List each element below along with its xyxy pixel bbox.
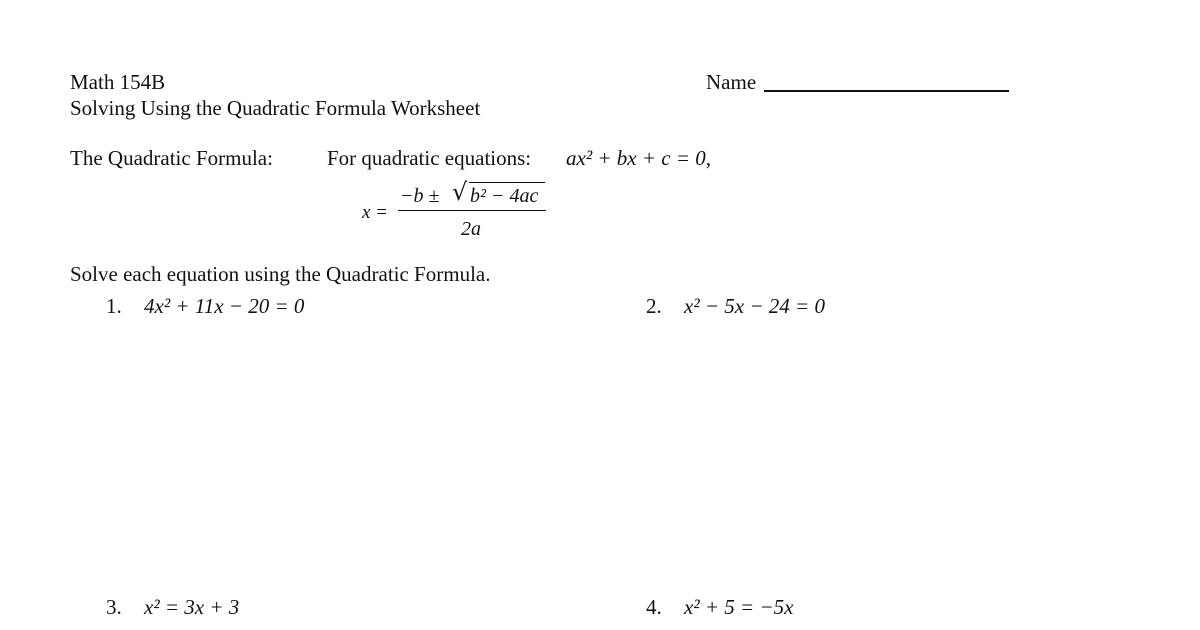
problem-number: 2. [646, 294, 662, 318]
square-root-icon: √ [452, 178, 468, 206]
general-equation: ax² + bx + c = 0, [566, 146, 712, 170]
problem-4 [646, 597, 793, 618]
fraction-bar [398, 210, 546, 211]
problem-equation: 4x² + 11x − 20 = 0 [144, 294, 305, 318]
instructions: Solve each equation using the Quadratic Formula. [70, 262, 491, 286]
formula-lhs: x = [362, 202, 389, 223]
formula-intro: For quadratic equations: [327, 146, 532, 170]
problem-equation: x² = 3x + 3 [144, 595, 240, 619]
problem-2 [646, 296, 825, 317]
problem-3 [106, 597, 239, 618]
formula-label: The Quadratic Formula: [70, 146, 273, 170]
worksheet-title: Solving Using the Quadratic Formula Worksheet [70, 96, 481, 120]
square-root-bar [469, 182, 545, 183]
problem-number: 3. [106, 595, 122, 619]
formula-radicand: b² − 4ac [470, 185, 539, 207]
problem-number: 4. [646, 595, 662, 619]
course-code: Math 154B [70, 70, 166, 94]
problem-number: 1. [106, 294, 122, 318]
name-blank-line[interactable] [764, 90, 1009, 92]
problem-equation: x² − 5x − 24 = 0 [684, 294, 825, 318]
problem-1 [106, 296, 304, 317]
name-label: Name [706, 70, 757, 94]
formula-denominator: 2a [461, 218, 481, 240]
problem-equation: x² + 5 = −5x [684, 595, 794, 619]
formula-numerator-start: −b ± [400, 185, 440, 207]
